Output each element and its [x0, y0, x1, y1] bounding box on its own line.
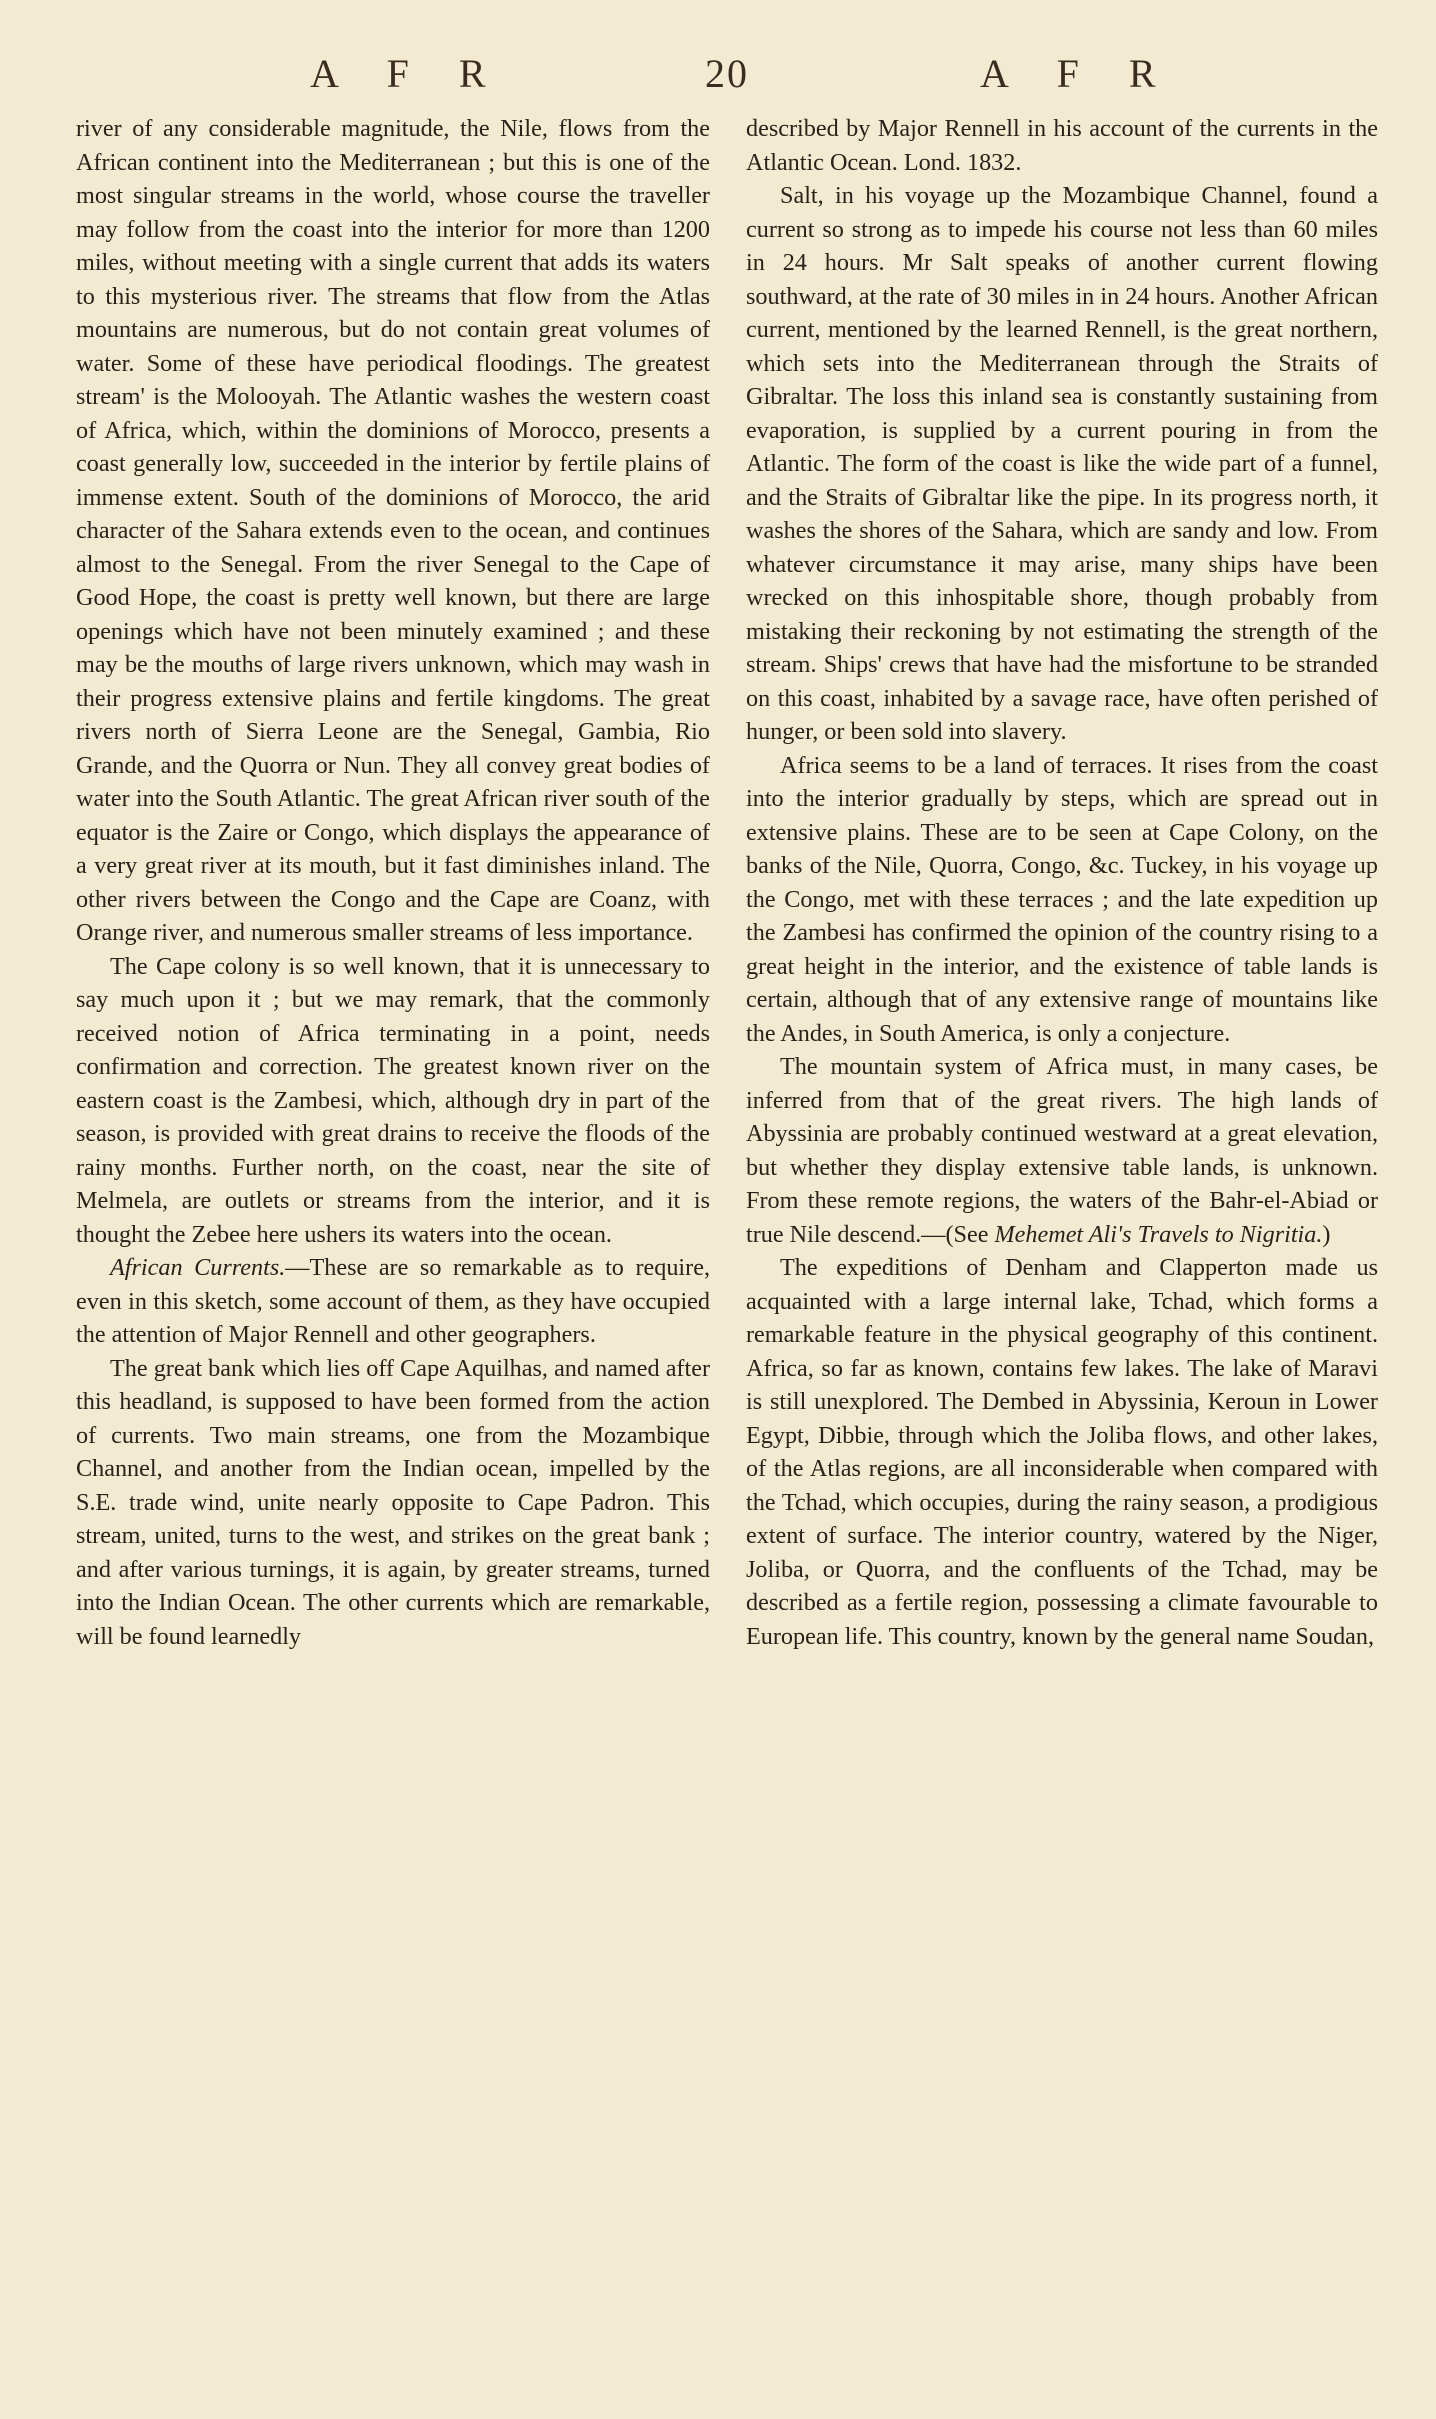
paragraph-salt-voyage: Salt, in his voyage up the Mozambique Channel, found a current so strong as to impede his course not less than 60 miles in 24 hours. Mr Salt speaks of another current flowing southward, at the rate of 30 miles in in 24 hours. Another African current, mentioned by the learned Rennell, is the great northern, which sets into the Mediterranean through the Straits of Gibraltar. The loss this inland sea is constantly sustaining from evaporation, is supplied by a current pouring in from the Atlantic. The form of the coast is like the wide part of a funnel, and the Straits of Gibraltar like the pipe. In its progress north, it washes the shores of the Sahara, which are sandy and low. From whatever circumstance it may arise, many ships have been wrecked on this inhospitable shore, though probably from mistaking their reckoning by not estimating the strength of the stream. Ships' crews that have had the misfortune to be stranded on this coast, inhabited by a savage race, have often perished of hunger, or been sold into slavery.	[746, 182, 1378, 745]
right-column	[746, 112, 1378, 1653]
paragraph-mountain-system	[746, 1050, 1378, 1251]
citation-close: )	[1322, 1220, 1331, 1248]
header-left-word: A F R	[310, 51, 506, 96]
paragraph-rivers: river of any considerable magnitude, the Nile, flows from the African continent into the Mediterranean ; but this is one of the most singular streams in the world, whose course the traveller may follow from the coast into the interior for more than 1200 miles, without meeting with a single current that adds its waters to this mysterious river. The streams that flow from the Atlas mountains are numerous, but do not contain great volumes of water. Some of these have periodical floodings. The greatest stream' is the Molooyah. The Atlantic washes the western coast of Africa, which, within the dominions of Morocco, presents a coast generally low, succeeded in the interior by fertile plains of immense extent. South of the dominions of Morocco, the arid character of the Sahara extends even to the ocean, and continues almost to the Senegal. From the river Senegal to the Cape of Good Hope, the coast is pretty well known, but there are large openings which have not been minutely examined ; and these may be the mouths of large rivers unknown, which may wash in their progress extensive plains and fertile kingdoms. The great rivers north of Sierra Leone are the Senegal, Gambia, Rio Grande, and the Quorra or Nun. They all convey great bodies of water into the South Atlantic. The great African river south of the equator is the Zaire or Congo, which displays the appearance of a very great river at its mouth, but it fast diminishes inland. The other rivers between the Congo and the Cape are Coanz, with Orange river, and numerous smaller streams of less importance.	[76, 115, 710, 946]
citation-italic: Mehemet Ali's Travels to Nigritia.	[994, 1220, 1323, 1248]
paragraph-african-currents	[76, 1251, 710, 1352]
paragraph-terraces: Africa seems to be a land of terraces. It rises from the coast into the interior gradually by steps, which are spread out in extensive plains. These are to be seen at Cape Colony, on the banks of the Nile, Quorra, Congo, &c. Tuckey, in his voyage up the Congo, met with these terraces ; and the late expedition up the Zambesi has confirmed the opinion of the country rising to a great height in the interior, and the existence of table lands is certain, although that of any extensive range of mountains like the Andes, in South America, is only a conjecture.	[746, 751, 1378, 1047]
mountain-system-text: The mountain system of Africa must, in many cases, be inferred from that of the great rivers. The high lands of Abyssinia are probably continued westward at a great elevation, but whether they display extensive table lands, is unknown. From these remote regions, the waters of the Bahr-el-Abiad or true Nile descend.—(See	[746, 1053, 1378, 1248]
paragraph-great-bank: The great bank which lies off Cape Aquilhas, and named after this headland, is supposed to have been formed from the action of currents. Two main streams, one from the Mozambique Channel, and another from the Indian ocean, impelled by the S.E. trade wind, unite nearly opposite to Cape Padron. This stream, united, turns to the west, and strikes on the great bank ; and after various turnings, it is again, by greater streams, turned into the Indian Ocean. The other currents which are remarkable, will be found learnedly	[76, 1354, 710, 1650]
section-heading-african-currents: African Currents.	[110, 1254, 286, 1281]
paragraph-cape-colony: The Cape colony is so well known, that it is unnecessary to say much upon it ; but we may remark, that the commonly received notion of Africa terminating in a point, needs confirmation and correction. The greatest known river on the eastern coast is the Zambesi, which, although dry in part of the season, is provided with great drains to receive the floods of the rainy months. Further north, on the coast, near the site of Melmela, are outlets or streams from the interior, and it is thought the Zebee here ushers its waters into the ocean.	[76, 952, 710, 1248]
page-number: 20	[705, 51, 749, 96]
african-currents-text: —These are so remarkable as to require, even in this sketch, some account of them, as they have occupied the attention of Major Rennell and other geographers.	[76, 1254, 710, 1348]
header-right-word: A F R	[980, 51, 1176, 96]
running-header	[0, 50, 1436, 110]
paragraph-rennell-continued: described by Major Rennell in his account of the currents in the Atlantic Ocean. Lond. 1832.	[746, 115, 1378, 176]
paragraph-lakes: The expeditions of Denham and Clapperton made us acquainted with a large internal lake, Tchad, which forms a remarkable feature in the physical geography of this continent. Africa, so far as known, contains few lakes. The lake of Maravi is still unexplored. The Dembed in Abyssinia, Keroun in Lower Egypt, Dibbie, through which the Joliba flows, and other lakes, of the Atlas regions, are all inconsiderable when compared with the Tchad, which occupies, during the rainy season, a prodigious extent of surface. The interior country, watered by the Niger, Joliba, or Quorra, and the confluents of the Tchad, may be described as a fertile region, possessing a climate favourable to European life. This country, known by the general name Soudan,	[746, 1254, 1378, 1650]
left-column	[76, 112, 710, 1653]
